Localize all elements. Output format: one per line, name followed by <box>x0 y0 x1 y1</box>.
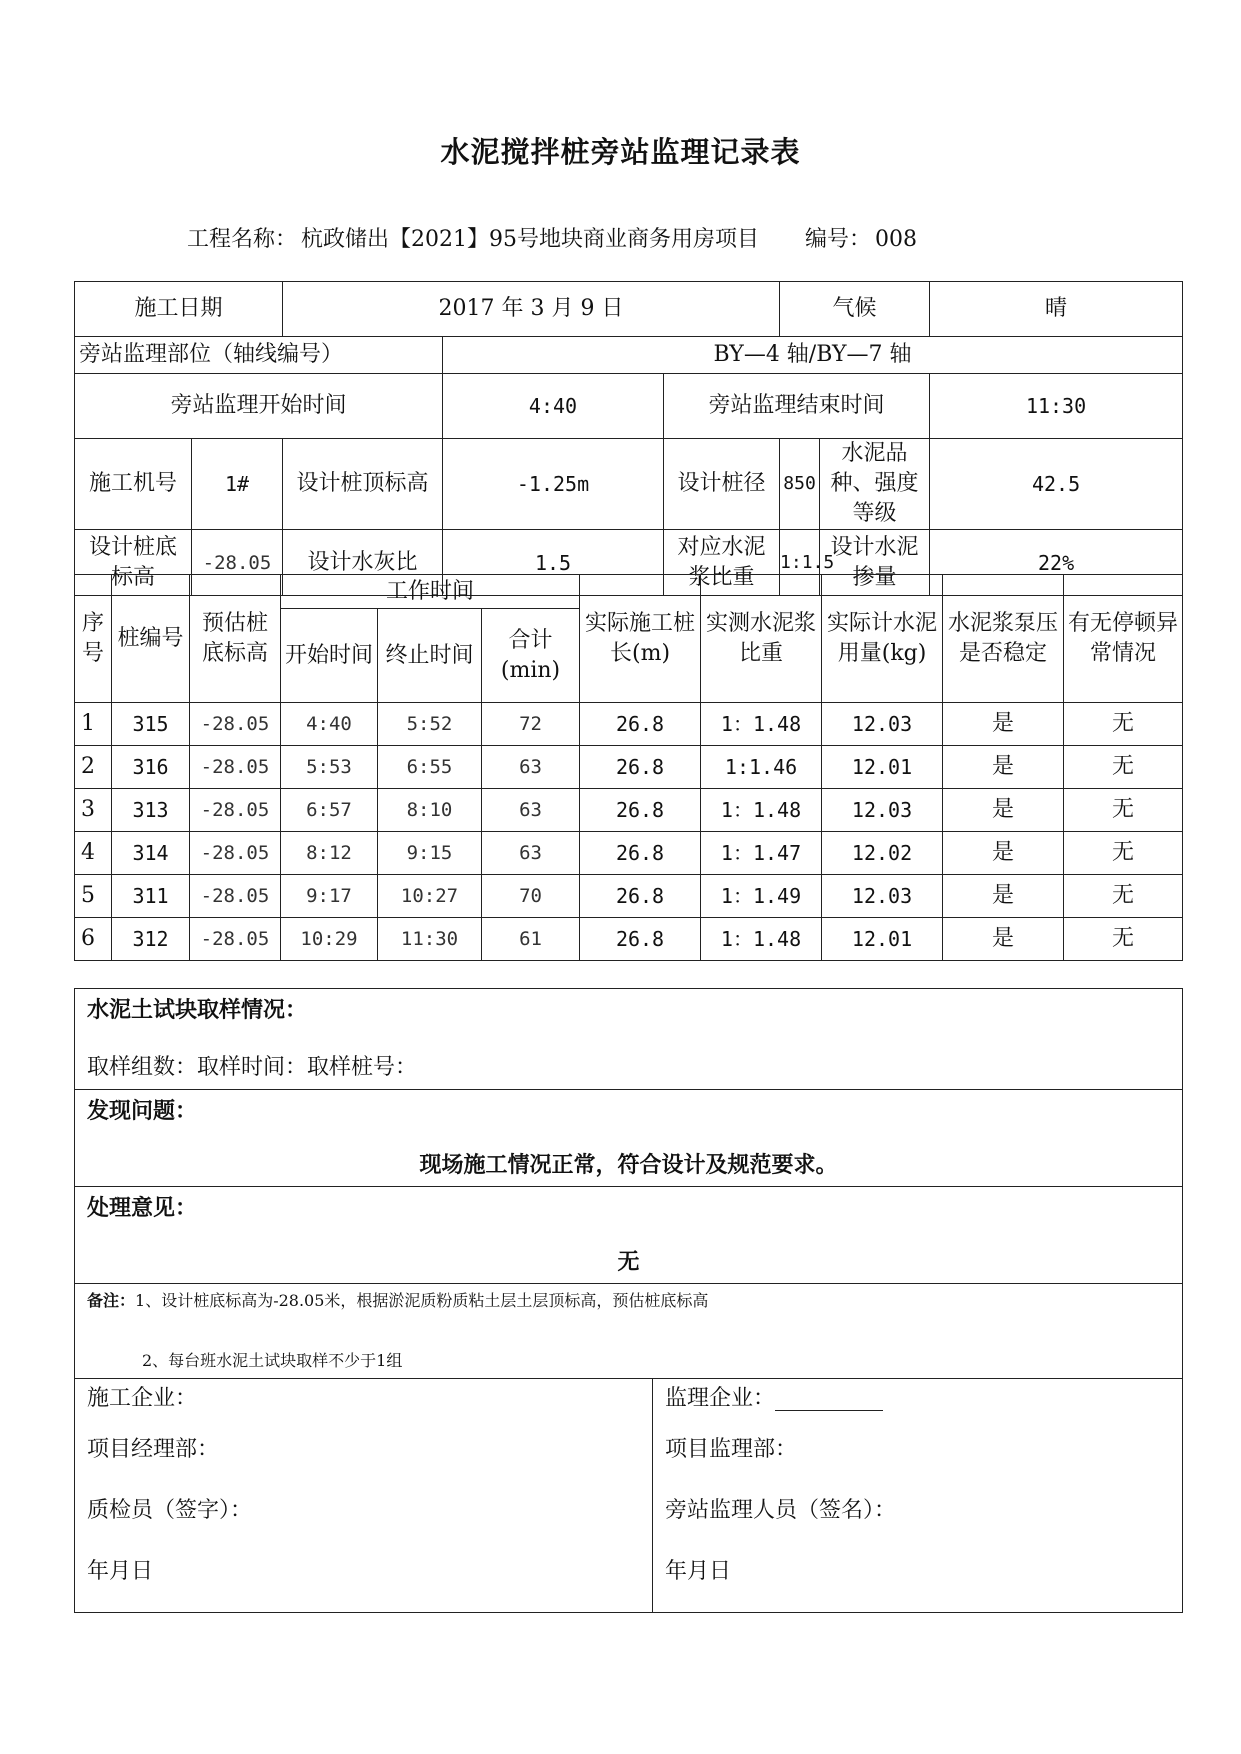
cell-length: 26.8 <box>580 746 701 789</box>
cell-est: -28.05 <box>190 875 281 918</box>
start-time-value: 4:40 <box>443 374 664 439</box>
diameter-label: 设计桩径 <box>664 439 780 530</box>
project-code-label: 编号： <box>804 227 871 252</box>
cell-start: 6:57 <box>281 789 378 832</box>
pile-table <box>74 574 1183 961</box>
cell-cement: 12.03 <box>822 789 943 832</box>
signature-underline <box>775 1388 883 1411</box>
remarks-label: 备注： <box>87 1291 136 1310</box>
table-row <box>75 918 1183 961</box>
cell-est: -28.05 <box>190 703 281 746</box>
cell-start: 4:40 <box>281 703 378 746</box>
cell-total: 63 <box>482 832 580 875</box>
cell-abnormal: 无 <box>1064 918 1183 961</box>
opinion-title: 处理意见： <box>87 1195 198 1221</box>
cell-abnormal: 无 <box>1064 832 1183 875</box>
weather-label: 气候 <box>780 282 930 337</box>
cell-abnormal: 无 <box>1064 875 1183 918</box>
cell-ratio: 1：1.49 <box>701 875 822 918</box>
pile-rows <box>75 703 1183 961</box>
info-table <box>74 281 1183 596</box>
dosage-label: 设计水泥掺量 <box>820 530 930 596</box>
sampling-title: 水泥土试块取样情况： <box>87 997 308 1023</box>
header-seq: 序号 <box>75 575 112 703</box>
cell-seq: 2 <box>75 746 112 789</box>
bottom-elev-value: -28.05 <box>192 530 283 596</box>
cell-length: 26.8 <box>580 832 701 875</box>
remarks-line2: 2、每台班水泥土试块取样不少于1组 <box>142 1351 403 1370</box>
cell-cement: 12.03 <box>822 703 943 746</box>
project-name-value: 杭政储出【2021】95号地块商业商务用房项目 <box>301 227 759 252</box>
header-ratio: 实测水泥浆比重 <box>701 575 822 703</box>
sig-right-dept: 项目监理部： <box>665 1437 798 1462</box>
position-value: BY—4 轴/BY—7 轴 <box>443 337 1183 374</box>
cell-total: 61 <box>482 918 580 961</box>
remarks-line1: 1、设计桩底标高为-28.05米，根据淤泥质粉质粘土层土层顶标高，预估桩底标高 <box>135 1291 709 1310</box>
dosage-value: 22% <box>930 530 1183 596</box>
table-row <box>75 746 1183 789</box>
cell-total: 70 <box>482 875 580 918</box>
sig-right-company <box>665 1379 1170 1419</box>
cell-cement: 12.01 <box>822 918 943 961</box>
sig-left-dept: 项目经理部： <box>87 1437 220 1462</box>
cell-abnormal: 无 <box>1064 789 1183 832</box>
header-pump: 水泥浆泵压是否稳定 <box>943 575 1064 703</box>
cell-ratio: 1：1.48 <box>701 703 822 746</box>
cell-cement: 12.02 <box>822 832 943 875</box>
sig-right-supervisor: 旁站监理人员（签名）： <box>665 1498 897 1523</box>
cement-grade-value: 42.5 <box>930 439 1183 530</box>
cell-pump: 是 <box>943 832 1064 875</box>
cell-pump: 是 <box>943 918 1064 961</box>
header-end: 终止时间 <box>378 609 482 703</box>
project-line <box>187 222 921 253</box>
page-title: 水泥搅拌桩旁站监理记录表 <box>440 135 801 169</box>
cell-seq: 1 <box>75 703 112 746</box>
top-elev-value: -1.25m <box>443 439 664 530</box>
bottom-elev-label: 设计桩底标高 <box>75 530 192 596</box>
cell-ratio: 1：1.48 <box>701 789 822 832</box>
date-label: 施工日期 <box>75 282 283 337</box>
cell-end: 8:10 <box>378 789 482 832</box>
cell-pile: 312 <box>112 918 190 961</box>
cell-pump: 是 <box>943 703 1064 746</box>
slurry-label: 对应水泥浆比重 <box>664 530 780 596</box>
cell-total: 72 <box>482 703 580 746</box>
sig-left-date: 年月日 <box>87 1559 154 1584</box>
issues-title: 发现问题： <box>87 1098 198 1124</box>
cell-est: -28.05 <box>190 746 281 789</box>
project-name-label: 工程名称： <box>187 227 298 252</box>
cell-seq: 5 <box>75 875 112 918</box>
cell-pile: 313 <box>112 789 190 832</box>
cell-total: 63 <box>482 789 580 832</box>
machine-value: 1# <box>192 439 283 530</box>
header-total: 合计(min) <box>482 609 580 703</box>
table-row <box>75 832 1183 875</box>
cell-end: 9:15 <box>378 832 482 875</box>
header-start: 开始时间 <box>281 609 378 703</box>
cell-length: 26.8 <box>580 875 701 918</box>
cell-start: 9:17 <box>281 875 378 918</box>
cell-pump: 是 <box>943 746 1064 789</box>
header-cement: 实际计水泥用量(kg) <box>822 575 943 703</box>
notes-table <box>74 988 1183 1613</box>
header-length: 实际施工桩长(m) <box>580 575 701 703</box>
date-value: 2017 年 3 月 9 日 <box>283 282 780 337</box>
header-pile: 桩编号 <box>112 575 190 703</box>
cell-est: -28.05 <box>190 832 281 875</box>
cell-pile: 316 <box>112 746 190 789</box>
cell-est: -28.05 <box>190 918 281 961</box>
cell-total: 63 <box>482 746 580 789</box>
cell-pile: 314 <box>112 832 190 875</box>
table-row <box>75 703 1183 746</box>
start-time-label: 旁站监理开始时间 <box>75 374 443 439</box>
cell-seq: 4 <box>75 832 112 875</box>
position-label: 旁站监理部位（轴线编号） <box>75 337 443 374</box>
table-row <box>75 875 1183 918</box>
cell-length: 26.8 <box>580 789 701 832</box>
cell-end: 11:30 <box>378 918 482 961</box>
cell-abnormal: 无 <box>1064 703 1183 746</box>
slurry-value: 1:1.5 <box>780 530 820 596</box>
header-est: 预估桩底标高 <box>190 575 281 703</box>
cell-end: 6:55 <box>378 746 482 789</box>
sig-right-company-label: 监理企业： <box>665 1386 776 1411</box>
cell-start: 10:29 <box>281 918 378 961</box>
cell-length: 26.8 <box>580 703 701 746</box>
cell-est: -28.05 <box>190 789 281 832</box>
cell-ratio: 1：1.48 <box>701 918 822 961</box>
cell-ratio: 1：1.47 <box>701 832 822 875</box>
top-elev-label: 设计桩顶标高 <box>283 439 443 530</box>
table-row <box>75 789 1183 832</box>
cell-pump: 是 <box>943 875 1064 918</box>
sig-left-company: 施工企业： <box>87 1386 198 1411</box>
diameter-value: 850 <box>780 439 820 530</box>
sampling-line: 取样组数：取样时间：取样桩号： <box>87 1055 418 1080</box>
opinion-text: 无 <box>617 1249 640 1275</box>
cell-start: 8:12 <box>281 832 378 875</box>
sig-left-inspector: 质检员（签字）： <box>87 1498 253 1523</box>
cell-pile: 311 <box>112 875 190 918</box>
cell-end: 5:52 <box>378 703 482 746</box>
wc-ratio-label: 设计水灰比 <box>283 530 443 596</box>
sig-right-date: 年月日 <box>665 1559 732 1584</box>
cell-cement: 12.03 <box>822 875 943 918</box>
cement-grade-label: 水泥品种、强度等级 <box>820 439 930 530</box>
header-work-time: 工作时间 <box>281 575 580 609</box>
end-time-value: 11:30 <box>930 374 1183 439</box>
issues-text: 现场施工情况正常，符合设计及规范要求。 <box>419 1152 838 1178</box>
cell-pump: 是 <box>943 789 1064 832</box>
header-abnormal: 有无停顿异常情况 <box>1064 575 1183 703</box>
cell-ratio: 1:1.46 <box>701 746 822 789</box>
cell-cement: 12.01 <box>822 746 943 789</box>
cell-seq: 6 <box>75 918 112 961</box>
end-time-label: 旁站监理结束时间 <box>664 374 930 439</box>
cell-seq: 3 <box>75 789 112 832</box>
wc-ratio-value: 1.5 <box>443 530 664 596</box>
cell-length: 26.8 <box>580 918 701 961</box>
cell-start: 5:53 <box>281 746 378 789</box>
cell-pile: 315 <box>112 703 190 746</box>
machine-label: 施工机号 <box>75 439 192 530</box>
cell-abnormal: 无 <box>1064 746 1183 789</box>
project-code-value: 008 <box>874 227 917 252</box>
cell-end: 10:27 <box>378 875 482 918</box>
weather-value: 晴 <box>930 282 1183 337</box>
